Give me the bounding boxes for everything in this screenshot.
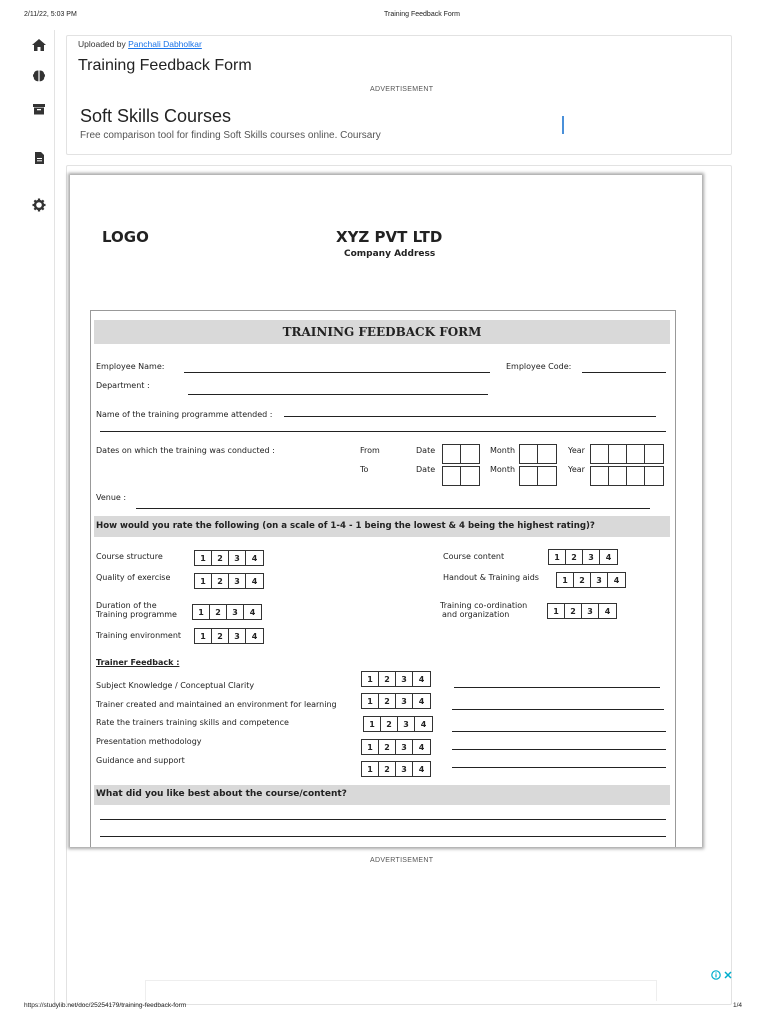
document-icon[interactable]	[31, 150, 49, 168]
duration-label-2: Training programme	[96, 610, 177, 619]
liked-best-question: What did you like best about the course/content?	[96, 789, 347, 799]
logo-placeholder: LOGO	[102, 228, 149, 246]
sidebar	[0, 30, 55, 1005]
ad-banner[interactable]	[66, 96, 564, 152]
trainer-item-rating[interactable]: 1 2 3 4	[363, 716, 433, 732]
quality-exercise-rating[interactable]: 1 2 3 4	[194, 573, 264, 589]
dates-label: Dates on which the training was conducted :	[96, 446, 275, 455]
to-label: To	[360, 465, 369, 474]
from-year-boxes[interactable]	[590, 444, 664, 464]
venue-line	[136, 508, 650, 509]
trainer-item-line	[452, 709, 664, 710]
environment-rating[interactable]: 1 2 3 4	[194, 628, 264, 644]
archive-icon[interactable]	[31, 101, 49, 119]
from-year-label: Year	[568, 446, 585, 455]
liked-best-line-2	[100, 836, 666, 837]
course-structure-label: Course structure	[96, 552, 163, 561]
to-year-label: Year	[568, 465, 585, 474]
course-content-rating[interactable]: 1 2 3 4	[548, 549, 618, 565]
quality-exercise-label: Quality of exercise	[96, 573, 171, 582]
duration-label-1: Duration of the	[96, 601, 157, 610]
print-title: Training Feedback Form	[384, 11, 460, 18]
employee-code-label: Employee Code:	[506, 362, 572, 371]
to-month-label: Month	[490, 465, 516, 474]
from-date-label: Date	[416, 446, 436, 455]
document-page	[70, 175, 702, 847]
environment-label: Training environment	[96, 631, 182, 640]
programme-line	[284, 416, 656, 417]
bottom-advertisement-label: ADVERTISEMENT	[370, 857, 434, 864]
programme-label: Name of the training programme attended :	[96, 410, 273, 419]
document-title: Training Feedback Form	[78, 57, 252, 74]
department-label: Department :	[96, 381, 150, 390]
brain-icon[interactable]	[31, 68, 49, 86]
print-url: https://studylib.net/doc/25254179/training-feedback-form	[24, 1002, 187, 1009]
coordination-label-1: Training co-ordination	[440, 601, 528, 610]
employee-name-label: Employee Name:	[96, 362, 165, 371]
company-address: Company Address	[344, 249, 436, 259]
ad-subtitle: Free comparison tool for finding Soft Skills courses online. Coursary	[80, 130, 381, 141]
from-month-label: Month	[490, 446, 516, 455]
print-datetime: 2/11/22, 5:03 PM	[24, 11, 77, 18]
uploader-link[interactable]: Panchali Dabholkar	[128, 39, 202, 49]
to-date-label: Date	[416, 465, 436, 474]
uploaded-by	[78, 39, 202, 49]
trainer-item: Guidance and support	[96, 756, 185, 765]
trainer-item-rating[interactable]: 1 2 3 4	[361, 693, 431, 709]
company-name: XYZ PVT LTD	[336, 228, 443, 246]
trainer-item-line	[452, 749, 666, 750]
ad-cta-edge[interactable]	[562, 116, 564, 134]
duration-rating[interactable]: 1 2 3 4	[192, 604, 262, 620]
to-year-boxes[interactable]	[590, 466, 664, 486]
trainer-item: Rate the trainers training skills and competence	[96, 718, 289, 727]
from-label: From	[360, 446, 380, 455]
ad-info-icon[interactable]	[711, 967, 721, 985]
print-page-number: 1/4	[733, 1002, 743, 1009]
handout-label: Handout & Training aids	[443, 573, 539, 582]
home-icon[interactable]	[31, 37, 49, 55]
ad-close-icon[interactable]	[723, 967, 733, 985]
venue-label: Venue :	[96, 493, 127, 502]
trainer-item-line	[452, 731, 666, 732]
from-month-boxes[interactable]	[519, 444, 557, 464]
from-date-boxes[interactable]	[442, 444, 480, 464]
programme-line-2	[100, 431, 666, 432]
liked-best-line-1	[100, 819, 666, 820]
coordination-rating[interactable]: 1 2 3 4	[547, 603, 617, 619]
uploaded-by-label: Uploaded by	[78, 39, 126, 49]
trainer-item-rating[interactable]: 1 2 3 4	[361, 671, 431, 687]
course-content-label: Course content	[443, 552, 505, 561]
trainer-item-line	[454, 687, 660, 688]
employee-code-line	[582, 372, 666, 373]
form-heading: TRAINING FEEDBACK FORM	[282, 325, 482, 339]
employee-name-line	[184, 372, 490, 373]
bottom-ad-slot[interactable]	[145, 980, 657, 1001]
course-structure-rating[interactable]: 1 2 3 4	[194, 550, 264, 566]
coordination-label-2: and organization	[442, 610, 510, 619]
trainer-item-line	[452, 767, 666, 768]
rate-question: How would you rate the following (on a scale of 1-4 - 1 being the lowest & 4 being the highest rating)?	[96, 521, 595, 531]
trainer-item: Trainer created and maintained an environment for learning	[96, 700, 337, 709]
to-date-boxes[interactable]	[442, 466, 480, 486]
trainer-item: Presentation methodology	[96, 737, 202, 746]
gear-icon[interactable]	[31, 197, 49, 215]
trainer-item-rating[interactable]: 1 2 3 4	[361, 739, 431, 755]
trainer-feedback-heading: Trainer Feedback :	[96, 658, 180, 667]
advertisement-label: ADVERTISEMENT	[370, 86, 434, 93]
trainer-item: Subject Knowledge / Conceptual Clarity	[96, 681, 255, 690]
department-line	[188, 394, 488, 395]
trainer-item-rating[interactable]: 1 2 3 4	[361, 761, 431, 777]
handout-rating[interactable]: 1 2 3 4	[556, 572, 626, 588]
ad-title[interactable]: Soft Skills Courses	[80, 106, 232, 126]
to-month-boxes[interactable]	[519, 466, 557, 486]
